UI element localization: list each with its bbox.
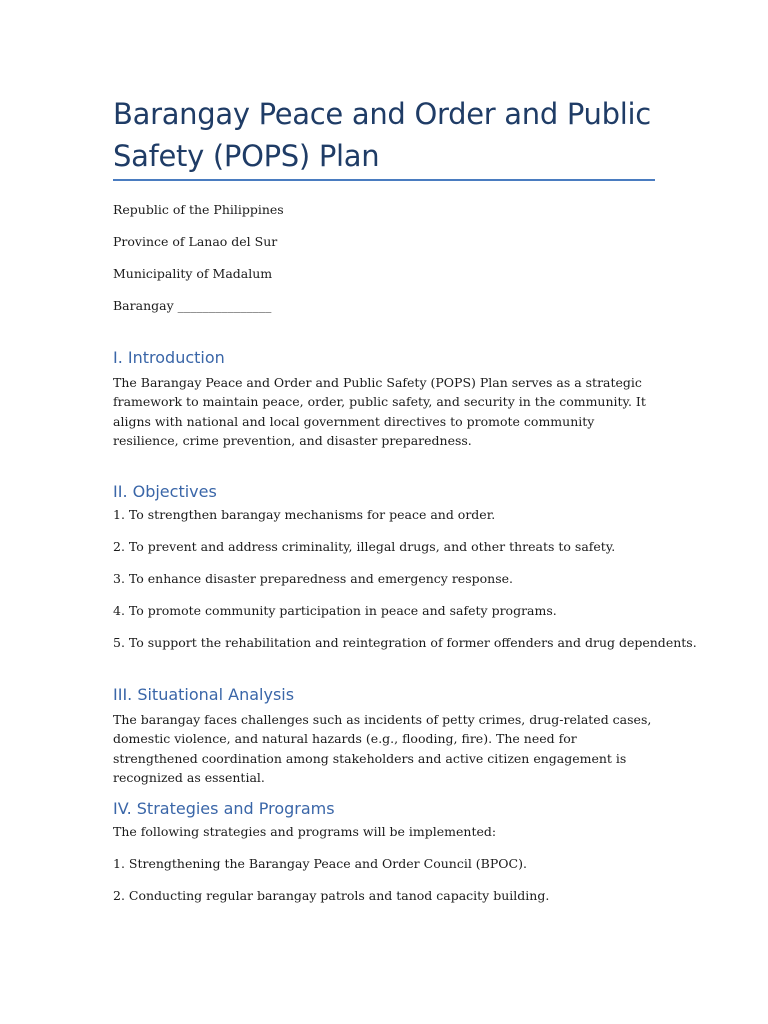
section-heading-situational-analysis: III. Situational Analysis (113, 685, 295, 704)
document-title: Barangay Peace and Order and Public Safety (POPS) Plan (113, 97, 651, 173)
section-heading-strategies: IV. Strategies and Programs (113, 799, 335, 818)
strategy-item: 1. Strengthening the Barangay Peace and Order Council (BPOC). (113, 856, 527, 871)
header-municipality: Municipality of Madalum (113, 266, 273, 281)
title-underline (113, 179, 655, 181)
objective-item: 5. To support the rehabilitation and reintegration of former offenders and drug dependents. (113, 635, 697, 650)
header-barangay: Barangay _______________ (113, 298, 272, 313)
objective-item: 1. To strengthen barangay mechanisms for peace and order. (113, 507, 496, 522)
objective-item: 4. To promote community participation in peace and safety programs. (113, 603, 557, 618)
objective-item: 3. To enhance disaster preparedness and emergency response. (113, 571, 513, 586)
objective-item: 2. To prevent and address criminality, illegal drugs, and other threats to safety. (113, 539, 616, 554)
introduction-body: The Barangay Peace and Order and Public Safety (POPS) Plan serves as a strategic framework to maintain peace, order, public safety, and security in the community. It aligns with national and local government directives to promote community resilience, crime prevention, and disaster preparedness. (113, 375, 646, 449)
header-republic: Republic of the Philippines (113, 202, 284, 217)
strategies-intro: The following strategies and programs will be implemented: (113, 824, 497, 839)
section-heading-introduction: I. Introduction (113, 348, 225, 367)
situational-analysis-body: The barangay faces challenges such as incidents of petty crimes, drug-related cases, domestic violence, and natural hazards (e.g., flooding, fire). The need for strengthened coordination among stakeholders and active citizen engagement is recognized as essential. (113, 712, 652, 786)
section-heading-objectives: II. Objectives (113, 482, 217, 501)
header-province: Province of Lanao del Sur (113, 234, 278, 249)
strategy-item: 2. Conducting regular barangay patrols and tanod capacity building. (113, 888, 550, 903)
